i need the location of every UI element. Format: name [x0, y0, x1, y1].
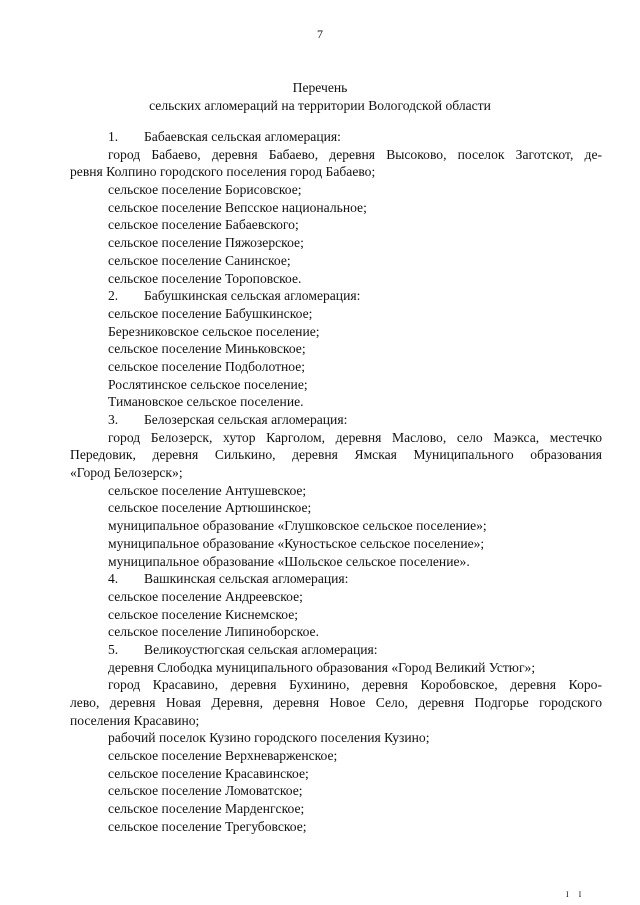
title-line-1: Перечень [292, 80, 348, 95]
section-title: Белозерская сельская агломерация: [144, 412, 348, 427]
list-item: ревня Колпино городского поселения город Бабаево; [70, 164, 376, 180]
list-item: сельское поселение Липиноборское. [108, 624, 319, 640]
list-item: сельское поселение Санинское; [108, 252, 291, 268]
list-item: муниципальное образование «Шольское сельское поселение». [108, 553, 470, 569]
section-title: Великоустюгская сельская агломерация: [144, 641, 378, 657]
section-title: Бабаевская сельская агломерация: [144, 129, 341, 144]
list-item: сельское поселение Бабушкинское; [108, 305, 313, 321]
list-item: сельское поселение Верхневарженское; [108, 748, 338, 764]
section-heading [70, 570, 602, 588]
list-item: «Город Белозерск»; [70, 465, 183, 481]
list-item: муниципальное образование «Глушковское сельское поселение»; [108, 518, 487, 534]
footer-mark: I I [566, 890, 586, 899]
list-item: Тимановское сельское поселение. [108, 394, 304, 410]
section-heading [70, 287, 602, 305]
section-number: 1. [108, 129, 119, 144]
page-number: 7 [317, 27, 323, 41]
document-title [0, 79, 640, 115]
section-number: 2. [108, 288, 119, 304]
section-number: 5. [108, 641, 119, 657]
list-item: муниципальное образование «Куностьское сельское поселение»; [108, 535, 485, 551]
list-item: рабочий поселок Кузино городского поселения Кузино; [108, 730, 430, 746]
list-item: сельское поселение Марденгское; [108, 801, 305, 817]
list-item: сельское поселение Артюшинское; [108, 500, 312, 516]
section-title: Бабушкинская сельская агломерация: [144, 288, 361, 304]
list-item: деревня Слободка муниципального образования «Город Великий Устюг»; [108, 659, 536, 675]
section-heading [70, 641, 602, 659]
list-item: поселения Красавино; [70, 712, 200, 728]
list-item: Рослятинское сельское поселение; [108, 376, 308, 392]
list-item: сельское поселение Борисовское; [108, 182, 302, 198]
list-item: лево, деревня Новая Деревня, деревня Новое Село, деревня Подгорье городского [70, 695, 602, 710]
list-item: сельское поселение Вепсское национальное; [108, 199, 367, 215]
list-item: сельское поселение Антушевское; [108, 482, 307, 498]
list-item: город Красавино, деревня Бухинино, деревня Коробовское, деревня Коро- [108, 677, 602, 693]
list-item: сельское поселение Подболотное; [108, 358, 306, 374]
list-item: сельское поселение Бабаевского; [108, 217, 299, 233]
list-item: сельское поселение Пяжозерское; [108, 235, 304, 251]
list-item: город Бабаево, деревня Бабаево, деревня Высоково, поселок Заготскот, де- [108, 146, 602, 162]
section-heading [70, 411, 602, 429]
list-item: сельское поселение Трегубовское; [108, 818, 307, 834]
list-item: город Белозерск, хутор Карголом, деревня Маслово, село Маэкса, местечко [108, 429, 602, 445]
title-line-2: сельских агломераций на территории Вологодской области [149, 98, 491, 113]
list-item: сельское поселение Красавинское; [108, 765, 309, 781]
list-item: сельское поселение Андреевское; [108, 588, 303, 604]
section-heading [70, 128, 602, 146]
list-item: сельское поселение Ломоватское; [108, 783, 303, 799]
list-item: Березниковское сельское поселение; [108, 323, 320, 339]
list-item: сельское поселение Тороповское. [108, 270, 302, 286]
list-item: Передовик, деревня Силькино, деревня Ямская Муниципального образования [70, 447, 602, 463]
section-number: 4. [108, 571, 119, 587]
agglomeration-list [70, 128, 602, 836]
section-number: 3. [108, 412, 119, 427]
section-title: Вашкинская сельская агломерация: [144, 571, 349, 587]
list-item: сельское поселение Миньковское; [108, 341, 306, 357]
list-item: сельское поселение Киснемское; [108, 606, 299, 622]
